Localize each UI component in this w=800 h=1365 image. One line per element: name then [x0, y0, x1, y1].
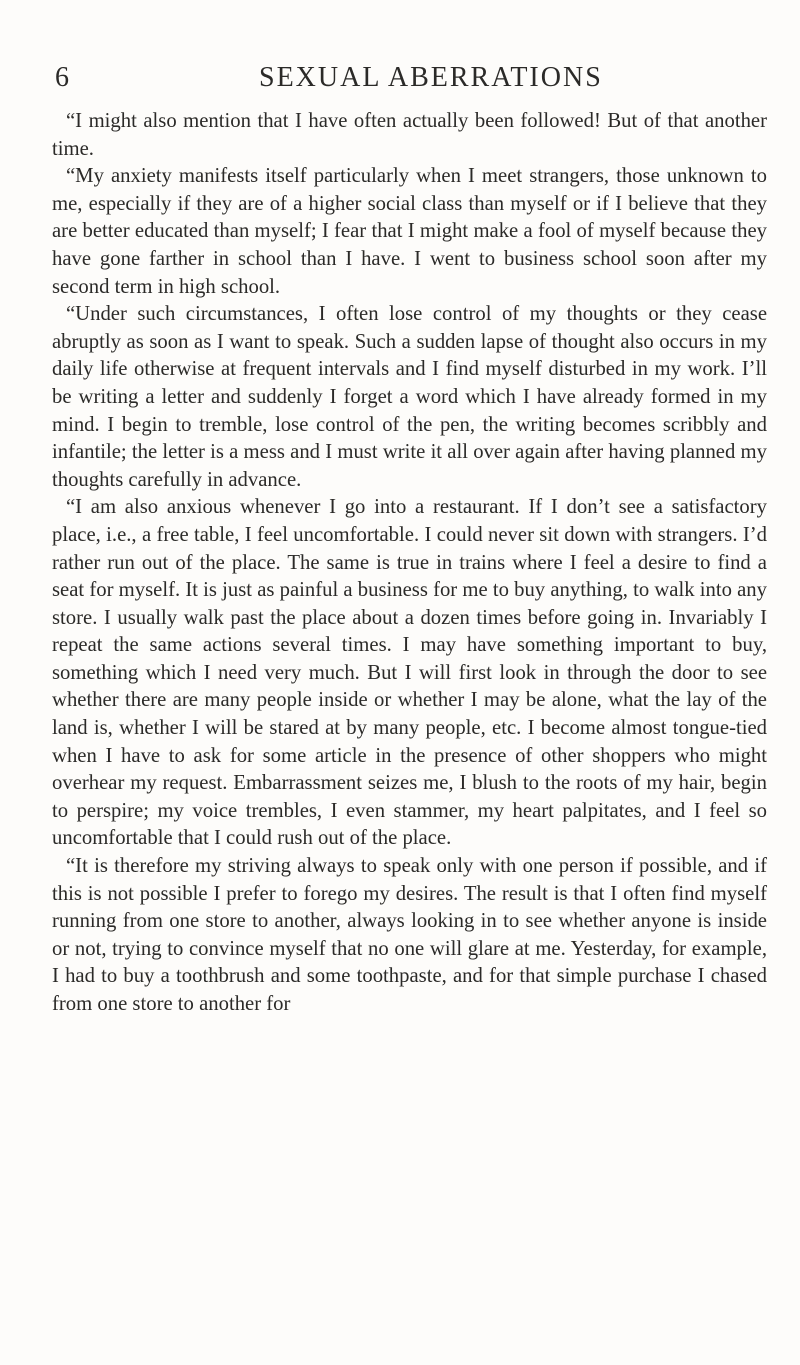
paragraph-4: “I am also anxious whenever I go into a restaurant. If I don’t see a satisfactory place, i.e., a free table, I feel uncomfortable. I could never sit down with strangers. I’d rather run out of the place. The same is true in trains where I feel a desire to find a seat for myself. It is just as painful a business for me to buy anything, to walk into any store. I usually walk past the place about a dozen times before going in. Invariably I repeat the same actions several times. I may have something important to buy, something which I need very much. But I will first look in through the door to see whether there are many people inside or whether I may be alone, what the lay of the land is, whether I will be stared at by many people, etc. I become almost tongue-tied when I have to ask for some article in the presence of other shoppers who might overhear my request. Embarrassment seizes me, I blush to the roots of my hair, begin to perspire; my voice trembles, I even stammer, my heart palpitates, and I feel so uncomfortable that I could rush out of the place.	[52, 496, 767, 850]
book-page	[52, 62, 767, 1019]
body-text	[52, 108, 767, 1019]
paragraph-1: “I might also mention that I have often actually been followed! But of that another time.	[52, 110, 767, 160]
paragraph-2: “My anxiety manifests itself particularly when I meet strangers, those unknown to me, especially if they are of a higher social class than myself or if I believe that they are better educated than myself; I fear that I might make a fool of myself because they have gone farther in school than I have. I went to business school soon after my second term in high school.	[52, 165, 767, 298]
page-number: 6	[55, 62, 70, 93]
paragraph-3: “Under such circumstances, I often lose control of my thoughts or they cease abruptly as soon as I want to speak. Such a sudden lapse of thought also occurs in my daily life otherwise at frequent intervals and I find myself disturbed in my work. I’ll be writing a letter and suddenly I forget a word which I have already formed in my mind. I begin to tremble, lose control of the pen, the writing becomes scribbly and infantile; the letter is a mess and I must write it all over again after having planned my thoughts carefully in advance.	[52, 303, 767, 491]
paragraph-5: “It is therefore my striving always to speak only with one person if possible, and if this is not possible I prefer to forego my desires. The result is that I often find myself running from one store to another, always looking in to see whether anyone is inside or not, trying to convince myself that no one will glare at me. Yesterday, for example, I had to buy a toothbrush and some toothpaste, and for that simple purchase I chased from one store to another for	[52, 855, 767, 1015]
running-head	[52, 62, 767, 102]
running-title: SEXUAL ABERRATIONS	[259, 62, 603, 93]
